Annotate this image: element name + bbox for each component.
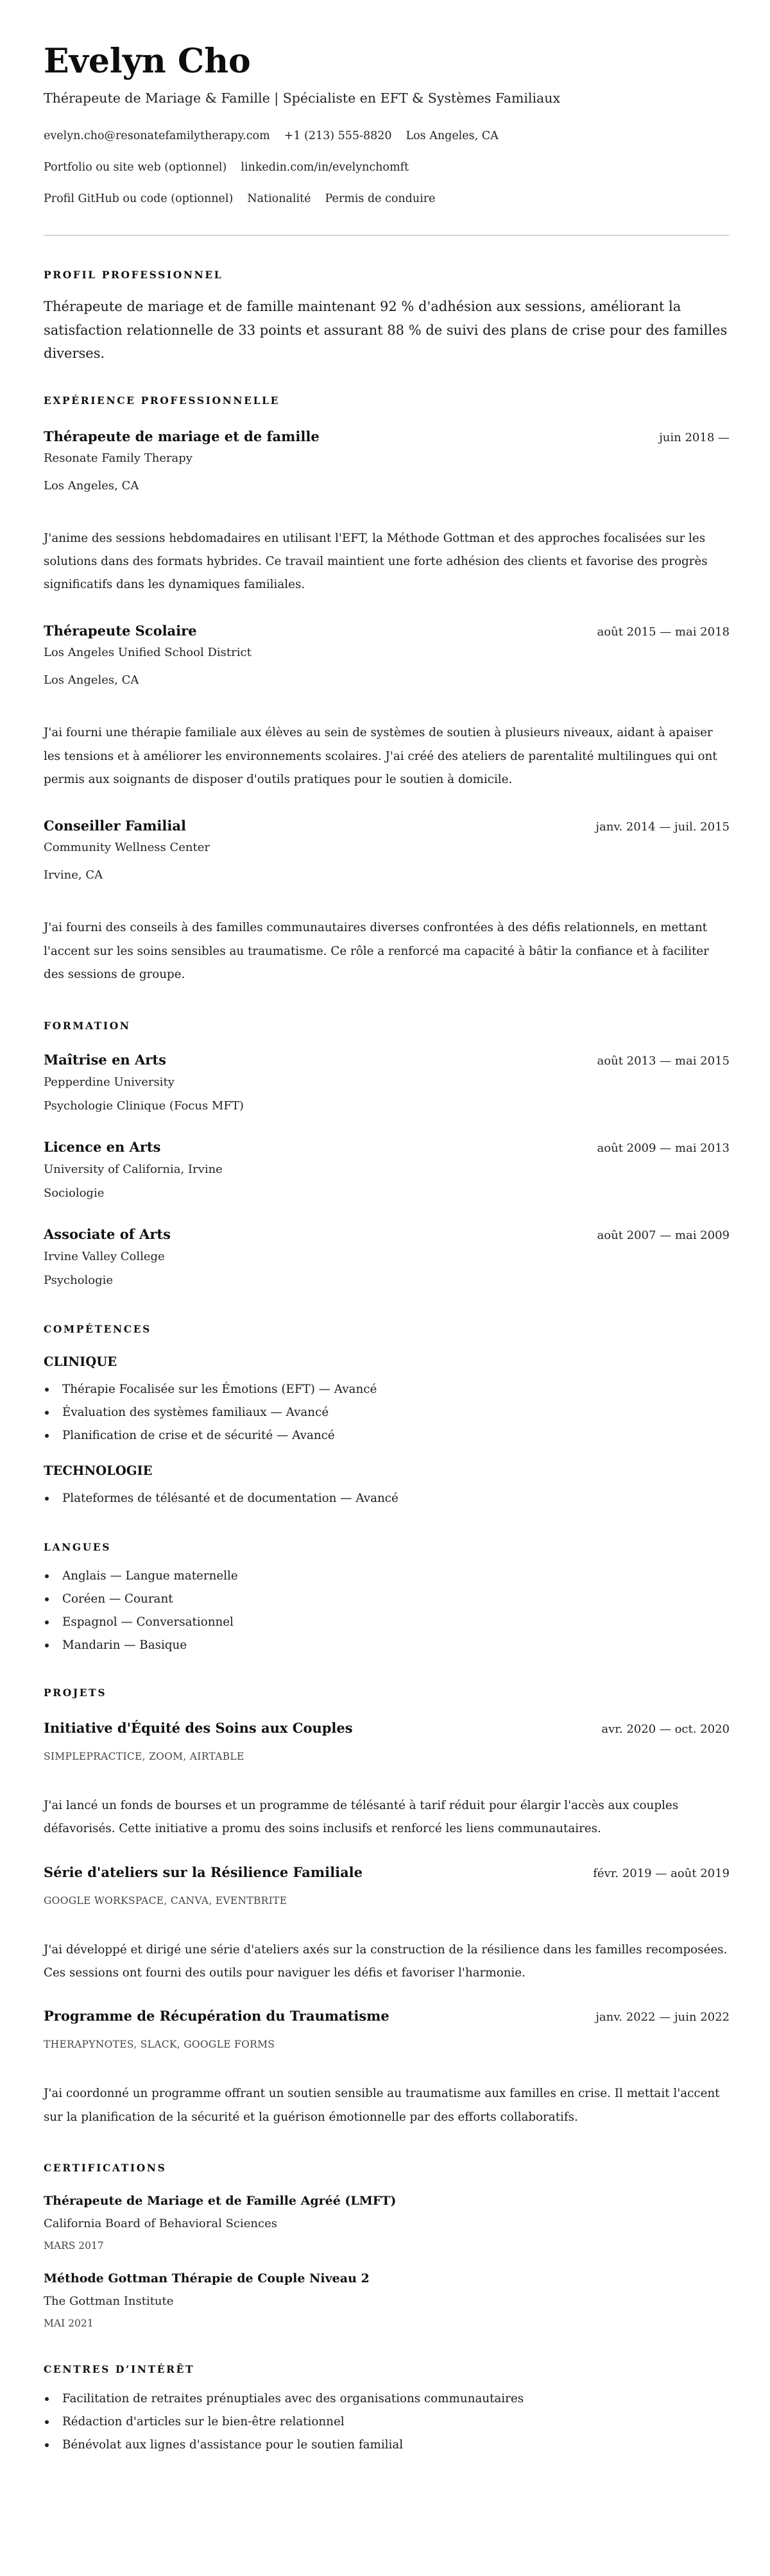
project-header: [44, 2007, 730, 2027]
bullet-icon: [45, 1621, 49, 1624]
project-description: J'ai lancé un fonds de bourses et un programme de télésanté à tarif réduit pour élargir l'accès aux couples défavorisés. Cette initiative a promu des soins inclusifs et renforcé les liens communautaires.: [44, 1799, 679, 1836]
project-entry: [44, 2007, 730, 2129]
resume-page: [44, 0, 730, 2495]
skill-item-text: Plateformes de télésanté et de documentation — Avancé: [62, 1492, 398, 1506]
job-location: Los Angeles, CA: [44, 478, 139, 492]
languages-section: [44, 1540, 730, 1657]
projects-section: [44, 1685, 730, 2129]
language-item-text: Coréen — Courant: [62, 1592, 173, 1606]
education-entry: [44, 1138, 730, 1202]
skill-list: [44, 1487, 730, 1510]
degree: Maîtrise en Arts: [44, 1052, 166, 1068]
section-heading: PROJETS: [44, 1687, 107, 1699]
project-header: [44, 1863, 730, 1883]
linkedin-link[interactable]: linkedin.com/in/evelynchomft: [241, 161, 409, 174]
summary-text: Thérapeute de mariage et de famille maintenant 92 % d'adhésion aux sessions, améliorant la satisfaction relationnelle de 33 points et assurant 88 % de suivi des plans de crise pour des familles diverses.: [44, 299, 728, 361]
certification-issuer: The Gottman Institute: [44, 2294, 174, 2308]
company-name: Community Wellness Center: [44, 841, 210, 855]
degree: Associate of Arts: [44, 1226, 171, 1243]
email-link[interactable]: evelyn.cho@resonatefamilytherapy.com: [44, 130, 270, 142]
section-heading: COMPÉTENCES: [44, 1323, 151, 1336]
bullet-icon: [45, 1497, 49, 1501]
job-header: [44, 621, 730, 642]
section-heading: CENTRES D’INTÉRÊT: [44, 2362, 195, 2375]
job-title: Conseiller Familial: [44, 818, 186, 834]
job-header: [44, 816, 730, 837]
language-item: [44, 1611, 730, 1634]
resume-header: [44, 38, 730, 208]
section-heading: PROFIL PROFESSIONNEL: [44, 269, 223, 281]
education-entry: [44, 1225, 730, 1290]
company-name: Resonate Family Therapy: [44, 451, 193, 465]
section-heading: CERTIFICATIONS: [44, 2161, 167, 2174]
education-dates: août 2009 — mai 2013: [597, 1141, 730, 1156]
education-dates: août 2013 — mai 2015: [597, 1054, 730, 1068]
project-entry: [44, 1863, 730, 1985]
skill-group-heading: TECHNOLOGIE: [44, 1463, 153, 1479]
language-item-text: Espagnol — Conversationnel: [62, 1615, 234, 1629]
headline: Thérapeute de Mariage & Famille | Spécialiste en EFT & Systèmes Familiaux: [44, 90, 561, 106]
education-header: [44, 1050, 730, 1071]
degree: Licence en Arts: [44, 1139, 161, 1156]
project-entry: [44, 1719, 730, 1841]
job-entry: [44, 621, 730, 791]
interest-item-text: Bénévolat aux lignes d'assistance pour le soutien familial: [62, 2437, 404, 2452]
skill-item: [44, 1424, 730, 1447]
education-header: [44, 1138, 730, 1158]
project-description: J'ai développé et dirigé une série d'ateliers axés sur la construction de la résilience dans les familles recomposées. Ces sessions ont fourni des outils pour naviguer les défis et favoriser l'harmonie.: [44, 1942, 728, 1980]
portfolio-link[interactable]: Portfolio ou site web (optionnel): [44, 161, 227, 174]
skill-item: [44, 1487, 730, 1510]
certification-issuer: California Board of Behavioral Sciences: [44, 2216, 277, 2230]
job-location: Los Angeles, CA: [44, 673, 139, 687]
job-dates: août 2015 — mai 2018: [597, 625, 730, 639]
skill-list: [44, 1378, 730, 1447]
certification-date: MAI 2021: [44, 2317, 94, 2329]
contact-row: [44, 189, 730, 208]
summary-section: [44, 267, 730, 366]
job-description: J'ai fourni une thérapie familiale aux élèves au sein de systèmes de soutien à plusieurs niveaux, aidant à apaiser les tensions et à améliorer les environnements scolaires. J'ai créé des ateliers de parentalité multilingues qui ont permis aux soignants de disposer d'outils pratiques pour le soutien à domicile.: [44, 726, 717, 786]
bullet-icon: [45, 2420, 49, 2424]
section-heading: LANGUES: [44, 1541, 112, 1554]
project-title: Initiative d'Équité des Soins aux Couples: [44, 1720, 353, 1737]
interest-item: [44, 2411, 730, 2434]
bullet-icon: [45, 1644, 49, 1647]
job-header: [44, 427, 730, 448]
candidate-name: Evelyn Cho: [44, 42, 251, 81]
phone: +1 (213) 555-8820: [284, 130, 392, 142]
job-entry: [44, 816, 730, 986]
project-title: Programme de Récupération du Traumatisme: [44, 2008, 389, 2025]
education-header: [44, 1225, 730, 1245]
location: Los Angeles, CA: [406, 130, 499, 142]
job-description: J'ai fourni des conseils à des familles communautaires diverses confrontées à des défis relationnels, en mettant l'accent sur les soins sensibles au traumatisme. Ce rôle a renforcé ma capacité à bâtir la confiance et à faciliter des sessions de groupe.: [44, 921, 709, 981]
job-location: Irvine, CA: [44, 868, 103, 882]
interest-item: [44, 2434, 730, 2457]
project-dates: avr. 2020 — oct. 2020: [601, 1722, 730, 1737]
certification-entry: [44, 2192, 730, 2253]
company-name: Los Angeles Unified School District: [44, 646, 252, 660]
bullet-icon: [45, 1574, 49, 1578]
skills-section: [44, 1322, 730, 1510]
job-dates: juin 2018 —: [659, 430, 730, 444]
school-name: University of California, Irvine: [44, 1163, 223, 1177]
certifications-section: [44, 2160, 730, 2331]
bullet-icon: [45, 1411, 49, 1415]
certification-title: Méthode Gottman Thérapie de Couple Niveau 2: [44, 2271, 370, 2286]
header-divider: [44, 235, 730, 236]
project-dates: févr. 2019 — août 2019: [593, 1866, 730, 1880]
driving-license: Permis de conduire: [325, 192, 436, 205]
experience-section: [44, 393, 730, 987]
nationality: Nationalité: [247, 192, 311, 205]
job-dates: janv. 2014 — juil. 2015: [595, 820, 730, 834]
language-item-text: Anglais — Langue maternelle: [62, 1569, 238, 1583]
skill-item-text: Planification de crise et de sécurité — Avancé: [62, 1429, 335, 1443]
interest-item: [44, 2387, 730, 2411]
interest-item-text: Facilitation de retraites prénuptiales avec des organisations communautaires: [62, 2391, 524, 2405]
school-name: Irvine Valley College: [44, 1250, 165, 1264]
education-section: [44, 1018, 730, 1290]
project-title: Série d'ateliers sur la Résilience Familiale: [44, 1864, 363, 1880]
certification-title: Thérapeute de Mariage et de Famille Agréé (LMFT): [44, 2193, 397, 2208]
bullet-icon: [45, 1388, 49, 1392]
project-description: J'ai coordonné un programme offrant un soutien sensible au traumatisme aux familles en crise. Il mettait l'accent sur la planification de la sécurité et la guérison émotionnelle par des efforts collaboratifs.: [44, 2087, 720, 2124]
project-tech: SIMPLEPRACTICE, ZOOM, AIRTABLE: [44, 1751, 244, 1763]
project-dates: janv. 2022 — juin 2022: [595, 2010, 730, 2025]
skill-item-text: Thérapie Focalisée sur les Émotions (EFT) — Avancé: [62, 1383, 377, 1397]
bullet-icon: [45, 2443, 49, 2447]
bullet-icon: [45, 1434, 49, 1438]
language-item-text: Mandarin — Basique: [62, 1638, 187, 1653]
field-of-study: Psychologie Clinique (Focus MFT): [44, 1099, 244, 1113]
certification-entry: [44, 2269, 730, 2331]
section-heading: EXPÉRIENCE PROFESSIONNELLE: [44, 394, 280, 407]
certification-date: MARS 2017: [44, 2239, 104, 2252]
section-heading: FORMATION: [44, 1020, 131, 1032]
skill-item: [44, 1378, 730, 1401]
bullet-icon: [45, 2397, 49, 2401]
bullet-icon: [45, 1597, 49, 1601]
project-tech: GOOGLE WORKSPACE, CANVA, EVENTBRITE: [44, 1894, 287, 1907]
interests-section: [44, 2362, 730, 2457]
github-link[interactable]: Profil GitHub ou code (optionnel): [44, 192, 234, 205]
school-name: Pepperdine University: [44, 1075, 175, 1090]
education-entry: [44, 1050, 730, 1115]
contact-row: [44, 158, 730, 177]
language-item: [44, 1565, 730, 1588]
skill-item-text: Évaluation des systèmes familiaux — Avancé: [62, 1406, 329, 1420]
education-dates: août 2007 — mai 2009: [597, 1229, 730, 1243]
field-of-study: Sociologie: [44, 1186, 105, 1200]
skill-group-heading: CLINIQUE: [44, 1354, 117, 1370]
field-of-study: Psychologie: [44, 1274, 114, 1288]
job-description: J'anime des sessions hebdomadaires en utilisant l'EFT, la Méthode Gottman et des approches focalisées sur les solutions dans des formats hybrides. Ce travail maintient une forte adhésion des clients et favorise des progrès significatifs dans les dynamiques familiales.: [44, 531, 708, 592]
language-item: [44, 1634, 730, 1657]
language-item: [44, 1588, 730, 1611]
project-tech: THERAPYNOTES, SLACK, GOOGLE FORMS: [44, 2039, 275, 2051]
job-title: Thérapeute de mariage et de famille: [44, 428, 320, 444]
project-header: [44, 1719, 730, 1739]
job-entry: [44, 427, 730, 597]
interest-item-text: Rédaction d'articles sur le bien-être relationnel: [62, 2414, 345, 2429]
contact-row: [44, 126, 730, 146]
skill-item: [44, 1401, 730, 1424]
job-title: Thérapeute Scolaire: [44, 623, 197, 639]
